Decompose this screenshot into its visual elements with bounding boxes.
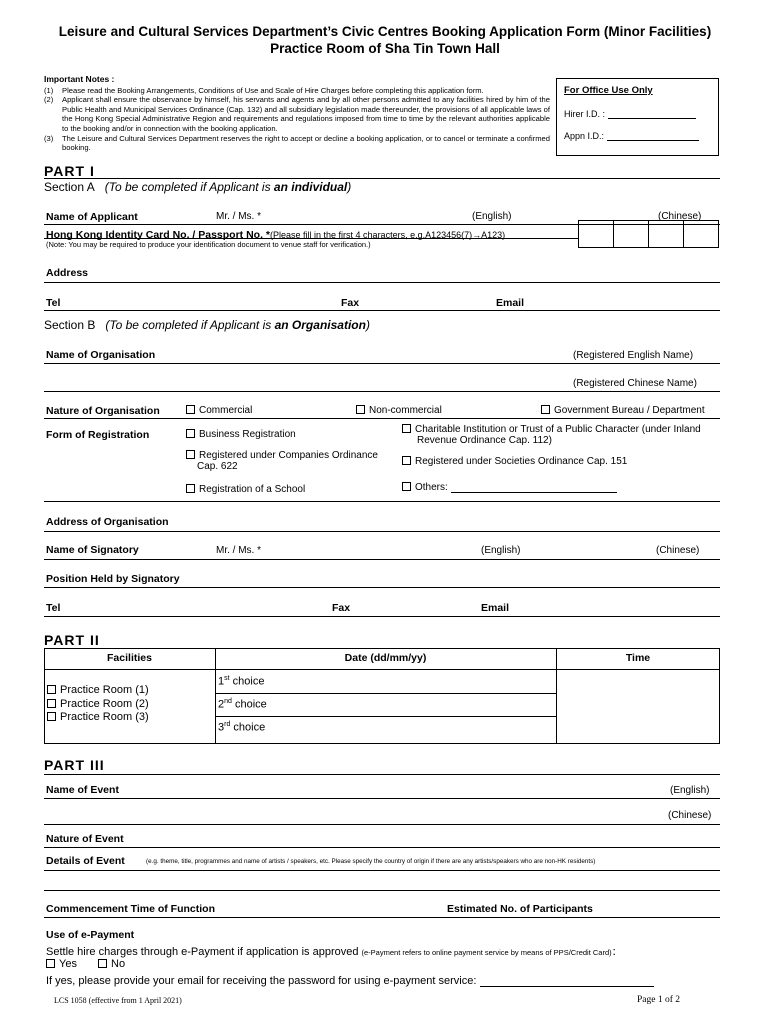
- details-event-note: (e.g. theme, title, programmes and name of artists / speakers, etc. Please specify the country of origin if there are any artists/speakers who are non-HK residents): [146, 858, 596, 865]
- reg-societies-option[interactable]: Registered under Societies Ordinance Cap. 151: [402, 456, 627, 467]
- email-label: Email: [496, 297, 525, 309]
- name-of-organisation-label: Name of Organisation: [46, 349, 156, 361]
- section-b-heading: Section B (To be completed if Applicant is an Organisation): [44, 318, 370, 332]
- reg-school-option[interactable]: Registration of a School: [186, 484, 305, 495]
- office-use-title: For Office Use Only: [564, 85, 653, 96]
- hkid-box-1[interactable]: [579, 221, 614, 248]
- checkbox-icon[interactable]: [541, 405, 550, 414]
- name-of-signatory-label: Name of Signatory: [46, 544, 139, 556]
- room-2-option[interactable]: Practice Room (2): [47, 698, 149, 712]
- time-header: Time: [625, 652, 651, 664]
- details-of-event-label: Details of Event: [46, 855, 125, 867]
- registered-chinese-name-label: (Registered Chinese Name): [573, 378, 697, 389]
- checkbox-icon[interactable]: [186, 405, 195, 414]
- reg-charity-option[interactable]: Charitable Institution or Trust of a Public Character (under Inland Revenue Ordinance Cap. 112): [402, 424, 701, 446]
- epayment-no-option[interactable]: No: [98, 958, 125, 970]
- page-number-footer: Page 1 of 2: [637, 995, 681, 1005]
- org-chinese-name-line[interactable]: [44, 391, 720, 392]
- room-1-option[interactable]: Practice Room (1): [47, 684, 149, 698]
- applicant-chinese-label: (Chinese): [658, 211, 702, 222]
- position-held-label: Position Held by Signatory: [46, 573, 180, 585]
- event-english-line[interactable]: [44, 798, 720, 799]
- signatory-english-label: (English): [481, 545, 521, 556]
- tel-fax-email-line[interactable]: [44, 310, 720, 311]
- epayment-email-question: If yes, please provide your email for receiving the password for using e-payment service:: [46, 975, 654, 987]
- hirer-id-field[interactable]: Hirer I.D. :: [564, 109, 696, 119]
- section-a-heading: Section A (To be completed if Applicant is an individual): [44, 180, 352, 194]
- name-of-event-label: Name of Event: [46, 784, 119, 796]
- hkid-box-4[interactable]: [684, 221, 719, 248]
- form-code-footer: LCS 1058 (effective from 1 April 2021): [54, 996, 182, 1005]
- part2-title: PART II: [44, 632, 100, 648]
- part1-title: PART I: [44, 163, 95, 179]
- checkbox-icon[interactable]: [46, 959, 55, 968]
- fax-label: Fax: [341, 297, 360, 309]
- third-choice-label: 3rd choice: [218, 721, 266, 734]
- position-line[interactable]: [44, 587, 720, 588]
- room-options: [47, 684, 149, 725]
- nature-of-organisation-label: Nature of Organisation: [46, 405, 160, 417]
- form-title-line1: Leisure and Cultural Services Department’s Civic Centres Booking Application Form (Minor Facilities): [58, 24, 712, 39]
- facilities-header: Facilities: [107, 652, 152, 664]
- checkbox-icon[interactable]: [356, 405, 365, 414]
- form-title-line2: Practice Room of Sha Tin Town Hall: [270, 41, 500, 56]
- checkbox-icon[interactable]: [402, 482, 411, 491]
- room-3-option[interactable]: Practice Room (3): [47, 711, 149, 725]
- signatory-chinese-label: (Chinese): [656, 545, 700, 556]
- name-of-applicant-label: Name of Applicant: [46, 211, 138, 223]
- applicant-english-label: (English): [472, 211, 512, 222]
- commencement-participants-line[interactable]: [44, 917, 720, 918]
- first-choice-label: 1st choice: [218, 675, 265, 688]
- applicant-title-mr-ms[interactable]: Mr. / Ms. *: [216, 211, 261, 222]
- checkbox-icon[interactable]: [186, 429, 195, 438]
- second-choice-label: 2nd choice: [218, 698, 267, 711]
- event-chinese-label: (Chinese): [668, 810, 712, 821]
- checkbox-icon[interactable]: [186, 484, 195, 493]
- checkbox-icon[interactable]: [402, 456, 411, 465]
- checkbox-icon[interactable]: [47, 712, 56, 721]
- hkid-label: Hong Kong Identity Card No. / Passport No. *(Please fill in the first 4 characters, e.g.A123456(7)→A123): [46, 229, 506, 241]
- checkbox-icon[interactable]: [186, 450, 195, 459]
- nature-commercial-option[interactable]: Commercial: [186, 405, 252, 416]
- reg-companies-option[interactable]: Registered under Companies Ordinance Cap. 622: [186, 450, 378, 472]
- address-of-organisation-label: Address of Organisation: [46, 516, 169, 528]
- commencement-time-label: Commencement Time of Function: [46, 903, 215, 915]
- tel-label: Tel: [46, 297, 61, 309]
- epayment-email-line[interactable]: [480, 986, 654, 987]
- org-fax-label: Fax: [332, 602, 351, 614]
- nature-noncommercial-option[interactable]: Non-commercial: [356, 405, 442, 416]
- appn-id-field[interactable]: Appn I.D.:: [564, 131, 699, 141]
- checkbox-icon[interactable]: [47, 685, 56, 694]
- note-2: (2) Applicant shall ensure the observance by himself, his servants and agents and by all other persons admitted to any facilities hired by him of the Public Health and Municipal Services Ordinance (Cap. 132) and all subsidiary legislation made thereunder, the provisions of all applicable laws of the Hong Kong Special Administrative Region and requirements and regulations imposed from time to time by the relevant authorities applicable to the booking and/or in connection with the booking application.: [44, 95, 550, 133]
- nature-government-option[interactable]: Government Bureau / Department: [541, 405, 705, 416]
- org-tel-fax-email-line[interactable]: [44, 616, 720, 617]
- part3-title: PART III: [44, 757, 105, 773]
- note-3: (3) The Leisure and Cultural Services Department reserves the right to accept or decline a booking application, or to cancel or terminate a confirmed booking.: [44, 133, 550, 153]
- notes-heading: Important Notes :: [44, 74, 115, 84]
- checkbox-icon[interactable]: [47, 699, 56, 708]
- hkid-boxes[interactable]: [578, 220, 719, 248]
- office-use-box: [556, 78, 719, 156]
- important-notes: [44, 75, 550, 153]
- signatory-title-mr-ms[interactable]: Mr. / Ms. *: [216, 545, 261, 556]
- hkid-box-2[interactable]: [614, 221, 649, 248]
- org-email-label: Email: [481, 602, 510, 614]
- epayment-question: Settle hire charges through e-Payment if application is approved (e-Payment refers to online payment service by means of PPS/Credit Card)：: [46, 946, 623, 958]
- id-verification-note: (Note: You may be required to produce your identification document to venue staff for verification.): [46, 240, 371, 249]
- reg-others-option[interactable]: Others:: [402, 482, 617, 493]
- note-1: (1) Please read the Booking Arrangements, Conditions of Use and Scale of Hire Charges before completing this application form.: [44, 85, 484, 95]
- epayment-yes-option[interactable]: Yes: [46, 958, 77, 970]
- org-english-name-line[interactable]: [44, 363, 720, 364]
- address-label: Address: [46, 267, 89, 279]
- org-address-line[interactable]: [44, 531, 720, 532]
- form-of-registration-label: Form of Registration: [46, 429, 150, 441]
- reg-business-option[interactable]: Business Registration: [186, 429, 296, 440]
- address-line[interactable]: [44, 282, 720, 283]
- checkbox-icon[interactable]: [98, 959, 107, 968]
- registered-english-name-label: (Registered English Name): [573, 350, 694, 361]
- event-english-label: (English): [670, 785, 710, 796]
- nature-event-line[interactable]: [44, 847, 720, 848]
- org-tel-label: Tel: [46, 602, 61, 614]
- nature-of-event-label: Nature of Event: [46, 833, 124, 845]
- hkid-box-3[interactable]: [649, 221, 684, 248]
- epayment-title: Use of e-Payment: [46, 929, 135, 941]
- details-event-line[interactable]: [44, 890, 720, 891]
- event-chinese-line[interactable]: [44, 824, 720, 825]
- signatory-name-line[interactable]: [44, 559, 720, 560]
- participants-label: Estimated No. of Participants: [447, 903, 593, 915]
- date-header: Date (dd/mm/yy): [344, 652, 427, 664]
- checkbox-icon[interactable]: [402, 424, 411, 433]
